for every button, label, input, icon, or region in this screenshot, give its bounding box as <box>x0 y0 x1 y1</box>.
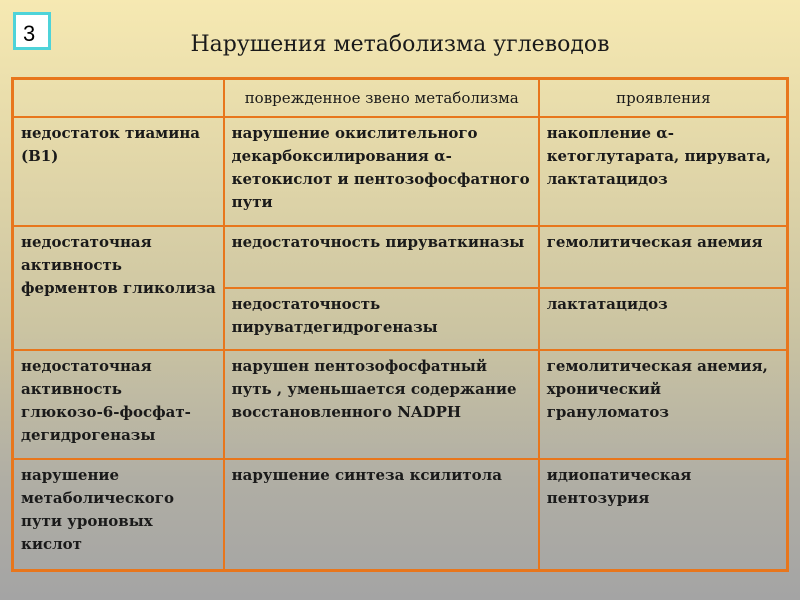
damaged-link-cell: недостаточность пируваткиназы <box>224 226 539 288</box>
cause-cell: нарушение метаболического пути уроновых кислот <box>13 459 224 571</box>
damaged-link-cell: нарушен пентозофосфатный путь , уменьшается содержание восстановленного NADPH <box>224 350 539 459</box>
damaged-link-cell: недостаточность пируватдегидрогеназы <box>224 288 539 350</box>
metabolism-disorders-table <box>11 77 789 572</box>
slide-number-badge: 3 <box>13 12 51 50</box>
cause-cell: недостаток тиамина (B1) <box>13 117 224 226</box>
table-row <box>13 226 788 288</box>
cause-cell: недостаточная активность ферментов гликолиза <box>13 226 224 350</box>
manifestation-cell: накопление α-кетоглутарата, пирувата, лактатацидоз <box>539 117 788 226</box>
table-row <box>13 350 788 459</box>
header-cell-damaged-link: поврежденное звено метаболизма <box>224 79 539 118</box>
table-row <box>13 459 788 571</box>
header-cell-manifestations: проявления <box>539 79 788 118</box>
manifestation-cell: лактатацидоз <box>539 288 788 350</box>
manifestation-cell: гемолитическая анемия, хронический грануломатоз <box>539 350 788 459</box>
manifestation-cell: гемолитическая анемия <box>539 226 788 288</box>
manifestation-cell: идиопатическая пентозурия <box>539 459 788 571</box>
header-cell-cause <box>13 79 224 118</box>
damaged-link-cell: нарушение синтеза ксилитола <box>224 459 539 571</box>
slide-title: Нарушения метаболизма углеводов <box>190 32 610 57</box>
cause-cell: недостаточная активность глюкозо-6-фосфат-дегидрогеназы <box>13 350 224 459</box>
table-header-row <box>13 79 788 118</box>
damaged-link-cell: нарушение окислительного декарбоксилирования α-кетокислот и пентозофосфатного пути <box>224 117 539 226</box>
table-row <box>13 117 788 226</box>
